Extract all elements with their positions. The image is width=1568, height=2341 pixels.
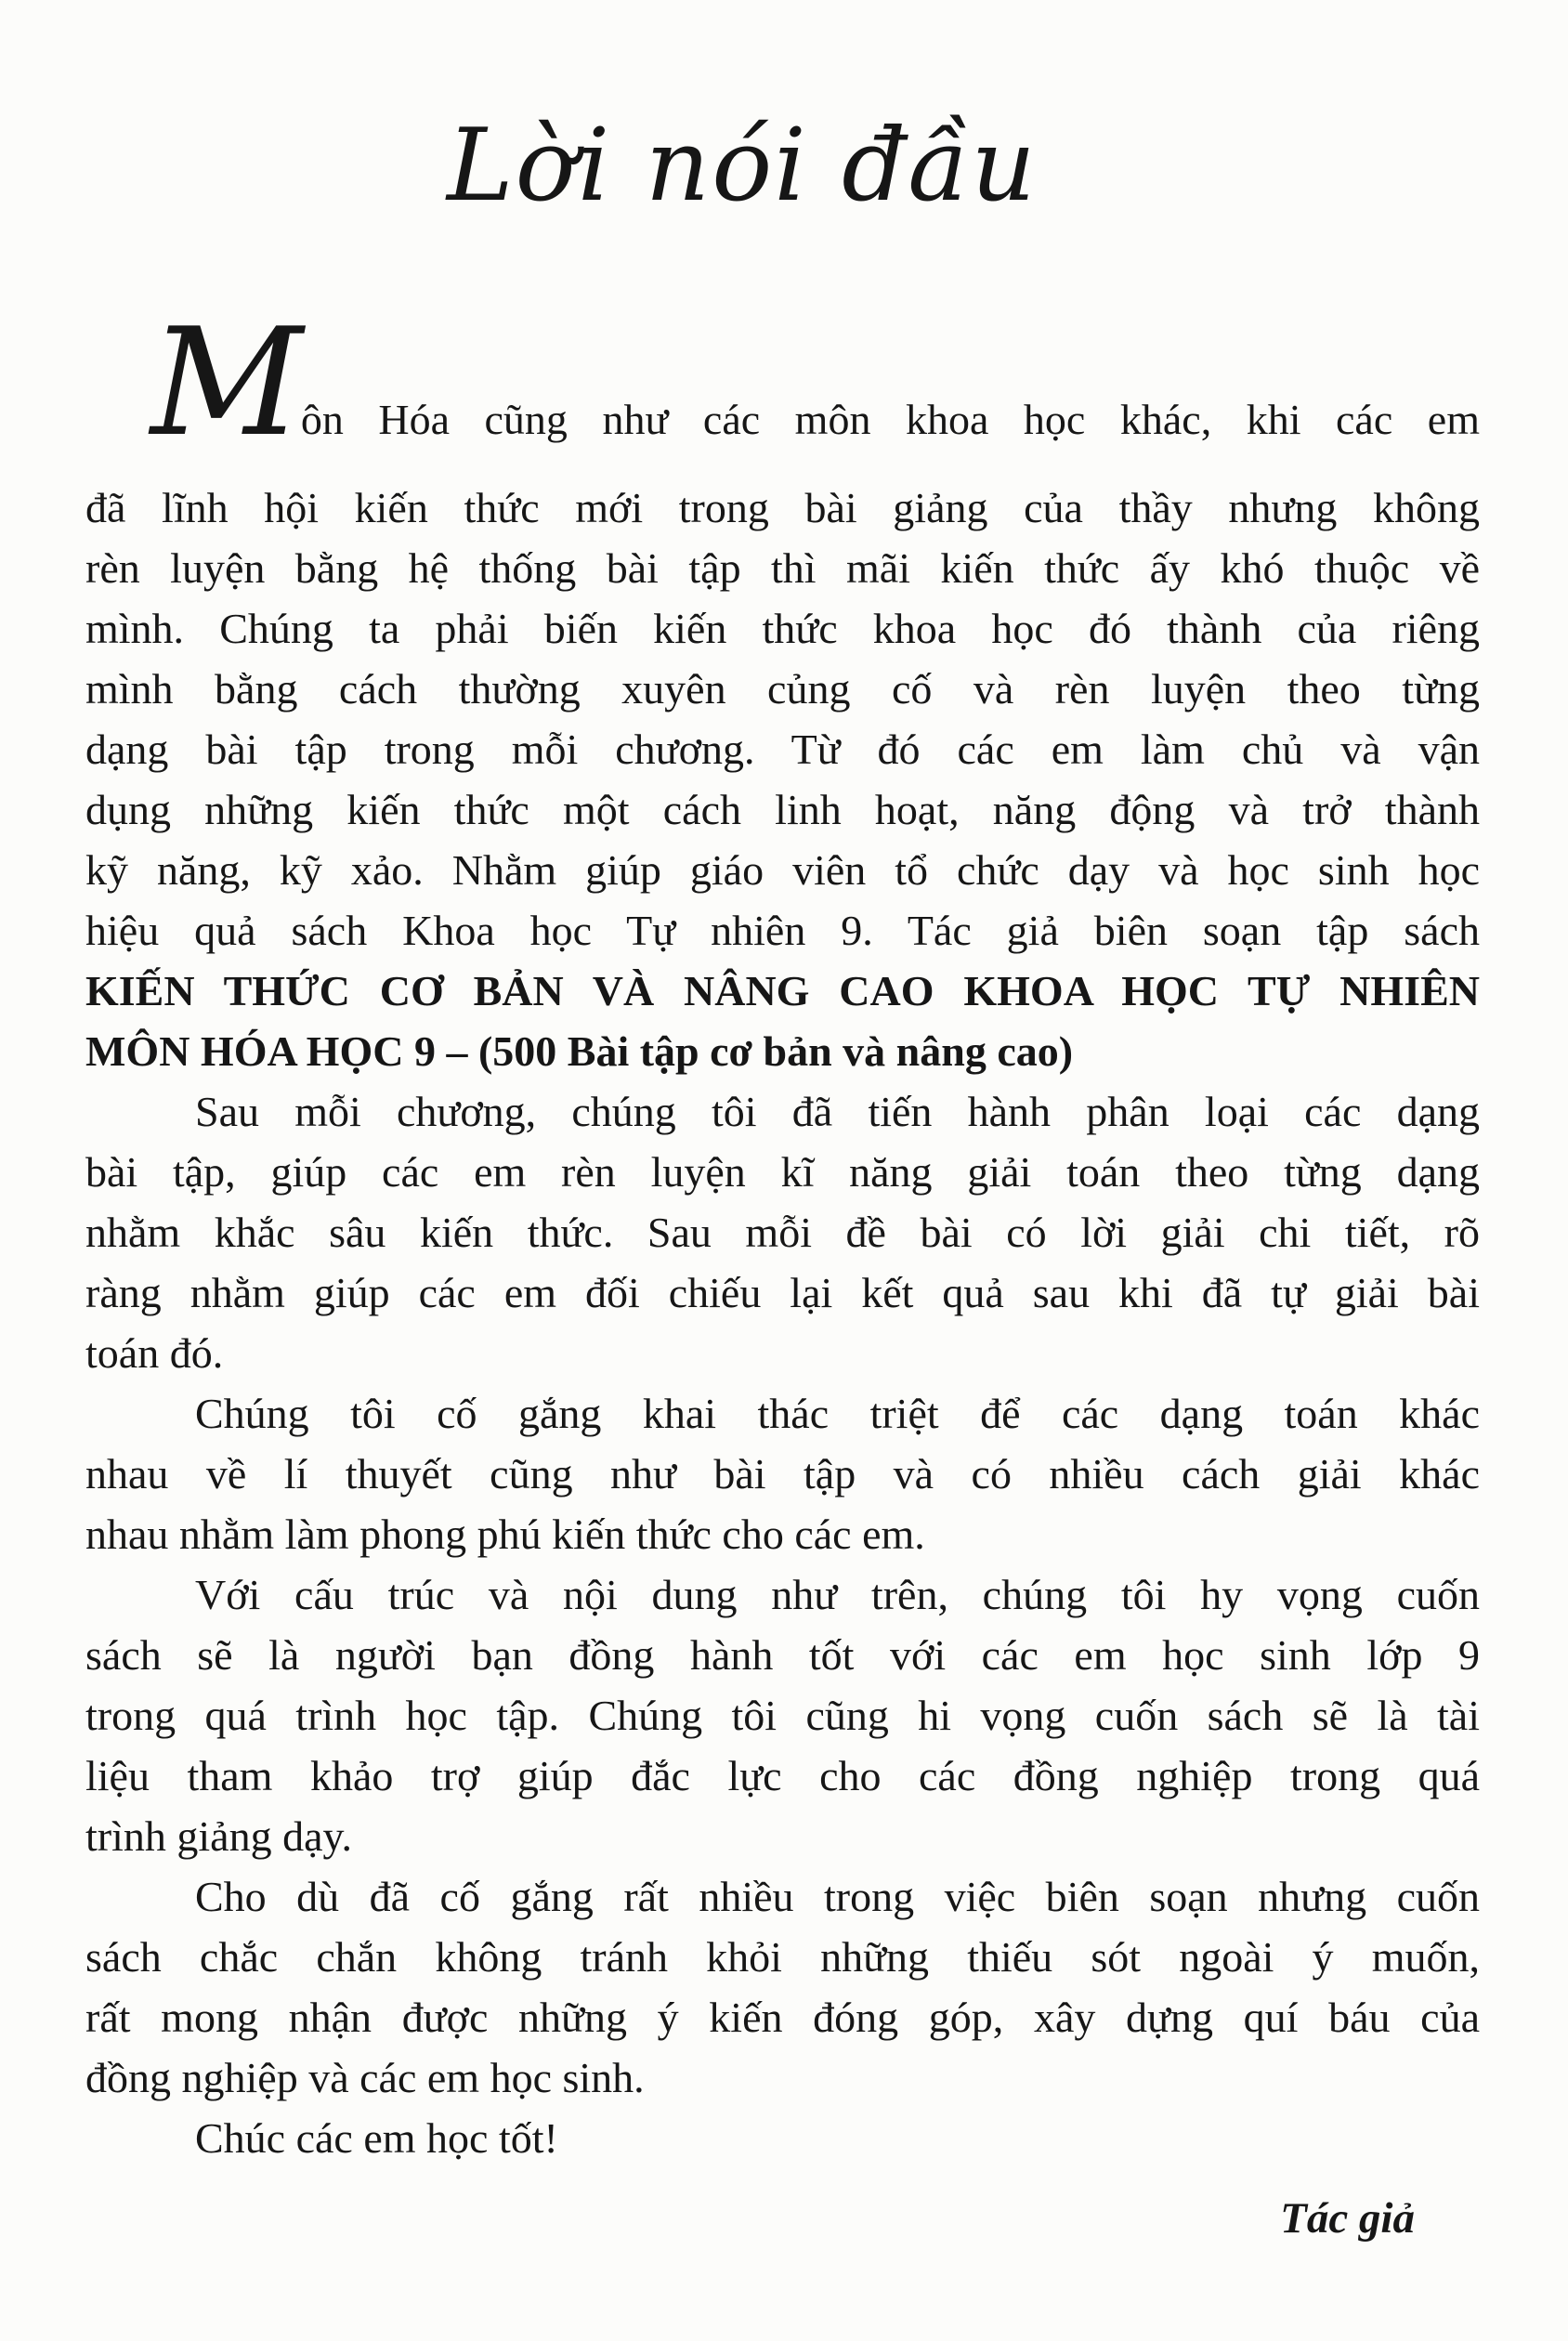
text-line: đã lĩnh hội kiến thức mới trong bài giảng của thầy nhưng không bbox=[85, 484, 1480, 531]
preface-text bbox=[0, 295, 1568, 2249]
text-line: trình giảng dạy. bbox=[85, 1812, 353, 1860]
text-line: nhằm khắc sâu kiến thức. Sau mỗi đề bài có lời giải chi tiết, rõ bbox=[85, 1209, 1480, 1256]
closing-line: Chúc các em học tốt! bbox=[195, 2114, 558, 2162]
text-line: Chúng tôi cố gắng khai thác triệt để các dạng toán khác bbox=[195, 1390, 1480, 1437]
text-line: Sau mỗi chương, chúng tôi đã tiến hành phân loại các dạng bbox=[195, 1088, 1480, 1135]
text-line: Cho dù đã cố gắng rất nhiều trong việc biên soạn nhưng cuốn bbox=[195, 1873, 1480, 1920]
text-line: đồng nghiệp và các em học sinh. bbox=[85, 2054, 645, 2101]
text-line: toán đó. bbox=[85, 1329, 224, 1377]
text-line: Với cấu trúc và nội dung như trên, chúng tôi hy vọng cuốn bbox=[195, 1571, 1480, 1618]
text-line: dụng những kiến thức một cách linh hoạt, năng động và trở thành bbox=[85, 786, 1480, 833]
text-line: mình bằng cách thường xuyên củng cố và rèn luyện theo từng bbox=[85, 665, 1480, 713]
text-line bbox=[85, 295, 1480, 469]
text-line: dạng bài tập trong mỗi chương. Từ đó các em làm chủ và vận bbox=[85, 726, 1480, 773]
text-line: ràng nhằm giúp các em đối chiếu lại kết quả sau khi đã tự giải bài bbox=[85, 1269, 1480, 1316]
page-title: Lời nói đầu bbox=[447, 108, 1038, 224]
text-line: sách chắc chắn không tránh khỏi những thiếu sót ngoài ý muốn, bbox=[85, 1933, 1480, 1981]
book-title-line: KIẾN THỨC CƠ BẢN VÀ NÂNG CAO KHOA HỌC TỰ NHIÊN bbox=[85, 967, 1480, 1014]
drop-cap-letter: M bbox=[150, 295, 301, 469]
author-signature: Tác giả bbox=[1280, 2194, 1415, 2243]
text-line: mình. Chúng ta phải biến kiến thức khoa học đó thành của riêng bbox=[85, 605, 1480, 652]
text-line: rèn luyện bằng hệ thống bài tập thì mãi kiến thức ấy khó thuộc về bbox=[85, 544, 1480, 592]
book-title-line: MÔN HÓA HỌC 9 – (500 Bài tập cơ bản và nâng cao) bbox=[85, 1027, 1074, 1075]
text-line: nhau nhằm làm phong phú kiến thức cho các em. bbox=[85, 1511, 925, 1558]
text-line-content: ôn Hóa cũng như các môn khoa học khác, khi các em bbox=[300, 396, 1480, 443]
text-line: bài tập, giúp các em rèn luyện kĩ năng giải toán theo từng dạng bbox=[85, 1148, 1480, 1196]
text-line: sách sẽ là người bạn đồng hành tốt với các em học sinh lớp 9 bbox=[85, 1631, 1480, 1679]
text-line: liệu tham khảo trợ giúp đắc lực cho các đồng nghiệp trong quá bbox=[85, 1752, 1480, 1799]
text-line: trong quá trình học tập. Chúng tôi cũng hi vọng cuốn sách sẽ là tài bbox=[85, 1692, 1480, 1739]
text-line: kỹ năng, kỹ xảo. Nhằm giúp giáo viên tổ chức dạy và học sinh học bbox=[85, 846, 1480, 894]
text-line: hiệu quả sách Khoa học Tự nhiên 9. Tác giả biên soạn tập sách bbox=[85, 907, 1480, 954]
text-line: nhau về lí thuyết cũng như bài tập và có nhiều cách giải khác bbox=[85, 1450, 1480, 1497]
text-line: rất mong nhận được những ý kiến đóng góp, xây dựng quí báu của bbox=[85, 1994, 1480, 2041]
